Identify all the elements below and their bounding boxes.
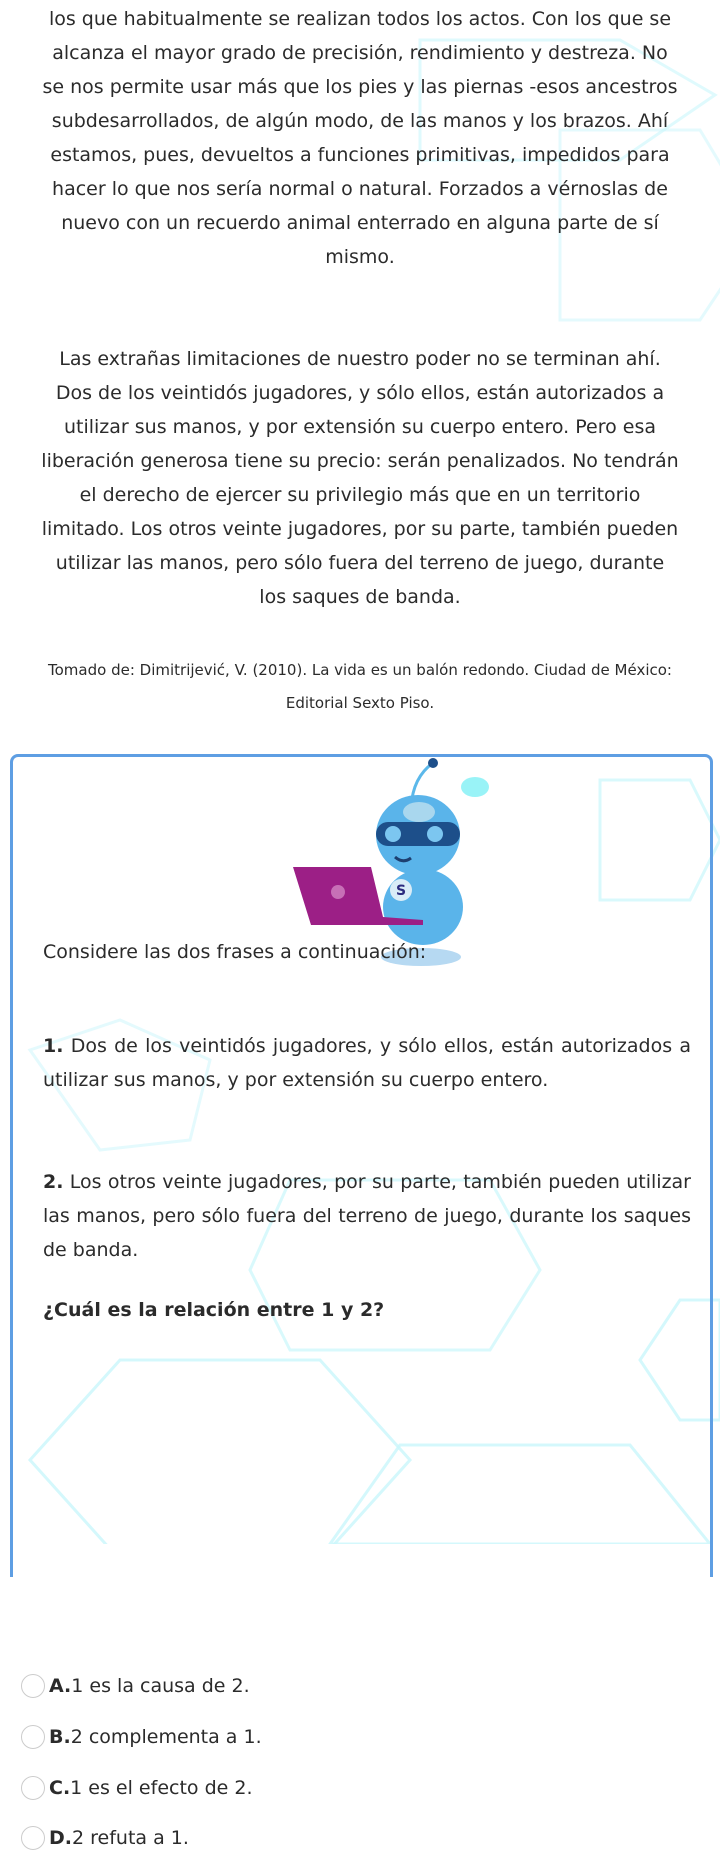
option-b[interactable] [21, 1722, 262, 1752]
passage-paragraph-1: los que habitualmente se realizan todos los actos. Con los que se alcanza el mayor grado de precisión, rendimiento y destreza. No se nos permite usar más que los pies y las piernas -esos ancestros subdesarrollados, de algún modo, de las manos y los brazos. Ahí estamos, pues, devueltos a funciones primitivas, impedidos para hacer lo que nos sería normal o natural. Forzados a vérnoslas de nuevo con un recuerdo animal enterrado en alguna parte de sí mismo. [42, 8, 678, 268]
option-text: 2 complementa a 1. [70, 1726, 262, 1748]
radio-button[interactable] [21, 1826, 45, 1850]
citation: Tomado de: Dimitrijević, V. (2010). La vida es un balón redondo. Ciudad de México: Editorial Sexto Piso. [48, 661, 672, 712]
option-text: 1 es la causa de 2. [71, 1675, 250, 1697]
radio-button[interactable] [21, 1776, 45, 1800]
radio-button[interactable] [21, 1725, 45, 1749]
passage-paragraph-2: Las extrañas limitaciones de nuestro poder no se terminan ahí. Dos de los veintidós jugadores, y sólo ellos, están autorizados a utilizar sus manos, y por extensión su cuerpo entero. Pero esa liberación generosa tiene su precio: serán penalizados. No tendrán el derecho de ejercer su privilegio más que en un territorio limitado. Los otros veinte jugadores, por su parte, también pueden utilizar las manos, pero sólo fuera del terreno de juego, durante los saques de banda. [41, 348, 679, 608]
option-a[interactable] [21, 1671, 250, 1701]
sentence-2-number: 2. [43, 1171, 64, 1193]
sentence-1 [43, 1029, 691, 1097]
option-text: 2 refuta a 1. [72, 1827, 189, 1849]
option-letter: A. [49, 1675, 72, 1697]
option-letter: B. [49, 1726, 71, 1748]
question-intro: Considere las dos frases a continuación: [43, 941, 427, 963]
question-card [10, 754, 713, 1849]
option-text: 1 es el efecto de 2. [70, 1777, 253, 1799]
option-letter: D. [49, 1827, 72, 1849]
mascot-badge: S [395, 883, 407, 899]
sentence-2 [43, 1165, 691, 1267]
question-text: ¿Cuál es la relación entre 1 y 2? [43, 1299, 385, 1321]
option-c[interactable] [21, 1773, 252, 1803]
option-d[interactable] [21, 1823, 189, 1853]
option-letter: C. [49, 1777, 71, 1799]
radio-button[interactable] [21, 1674, 45, 1698]
sentence-2-text: Los otros veinte jugadores, por su parte, también pueden utilizar las manos, pero sólo fuera del terreno de juego, durante los saques de banda. [43, 1171, 691, 1261]
sentence-1-text: Dos de los veintidós jugadores, y sólo ellos, están autorizados a utilizar sus manos, y por extensión su cuerpo entero. [43, 1035, 691, 1091]
sentence-1-number: 1. [43, 1035, 64, 1057]
